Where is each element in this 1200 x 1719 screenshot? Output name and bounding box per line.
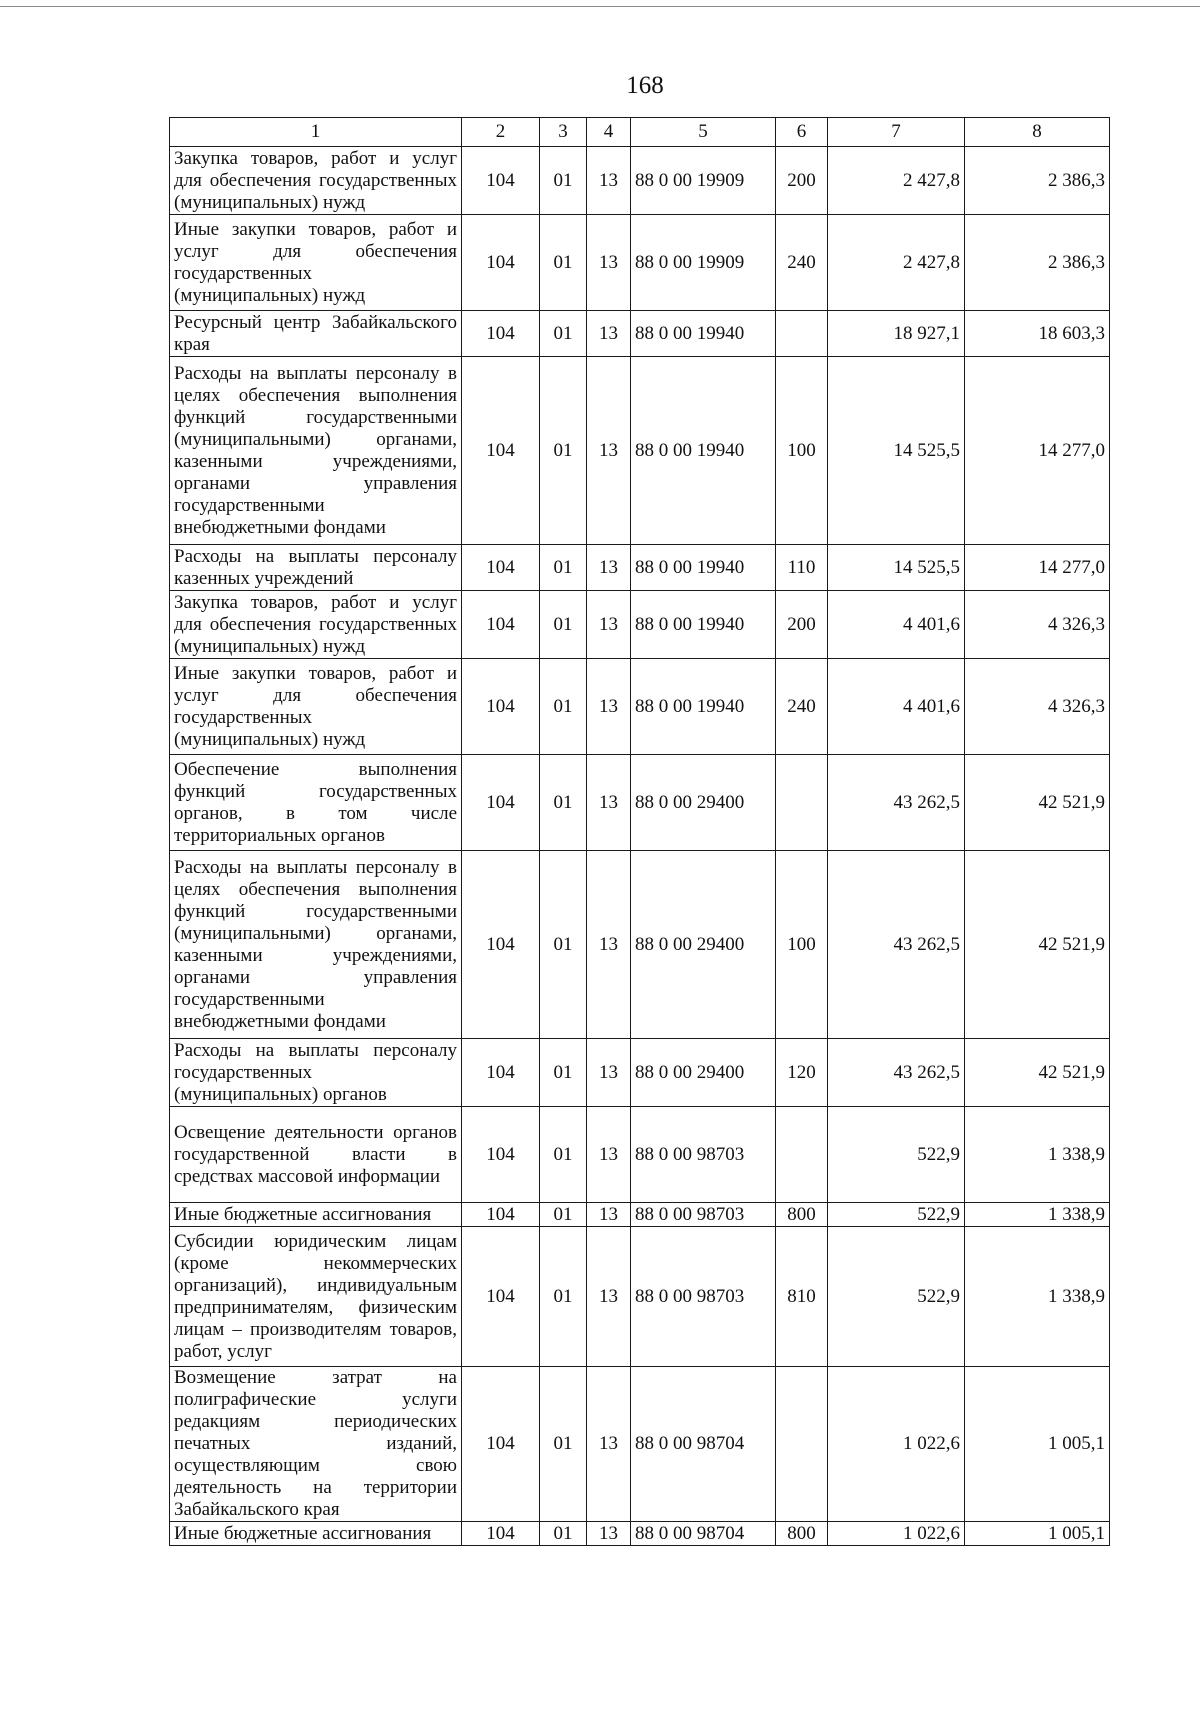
row-description: Расходы на выплаты персоналу государственных (муниципальных) органов — [170, 1039, 462, 1107]
row-description: Иные закупки товаров, работ и услуг для обеспечения государственных (муниципальных) нужд — [170, 215, 462, 311]
budget-table — [169, 117, 1110, 1546]
row-description: Освещение деятельности органов государственной власти в средствах массовой информации — [170, 1107, 462, 1203]
cell-col5: 88 0 00 98703 — [631, 1107, 776, 1203]
cell-col6 — [776, 1367, 828, 1522]
table-row — [170, 1039, 1110, 1107]
cell-col5: 88 0 00 29400 — [631, 755, 776, 851]
cell-col6: 120 — [776, 1039, 828, 1107]
page-number: 168 — [626, 72, 664, 99]
table-row — [170, 1227, 1110, 1367]
cell-col7: 4 401,6 — [828, 659, 965, 755]
table-row — [170, 591, 1110, 659]
header-cell: 6 — [776, 118, 828, 147]
cell-col4: 13 — [587, 357, 631, 545]
row-description: Возмещение затрат на полиграфические услуги редакциям периодических печатных изданий, осуществляющим свою деятельность на территории Забайкальского края — [170, 1367, 462, 1522]
cell-col5: 88 0 00 19940 — [631, 311, 776, 357]
row-description: Закупка товаров, работ и услуг для обеспечения государственных (муниципальных) нужд — [170, 591, 462, 659]
cell-col7: 1 022,6 — [828, 1522, 965, 1546]
cell-col5: 88 0 00 29400 — [631, 1039, 776, 1107]
cell-col6: 800 — [776, 1522, 828, 1546]
table-row — [170, 1107, 1110, 1203]
cell-col3: 01 — [540, 311, 587, 357]
table-body — [170, 118, 1110, 1546]
table-row — [170, 311, 1110, 357]
cell-col6: 100 — [776, 851, 828, 1039]
cell-col3: 01 — [540, 1522, 587, 1546]
cell-col3: 01 — [540, 147, 587, 215]
cell-col8: 1 338,9 — [965, 1203, 1110, 1227]
table-row — [170, 1203, 1110, 1227]
header-cell: 8 — [965, 118, 1110, 147]
table-row — [170, 755, 1110, 851]
cell-col5: 88 0 00 19909 — [631, 215, 776, 311]
cell-col8: 42 521,9 — [965, 755, 1110, 851]
cell-col8: 1 338,9 — [965, 1227, 1110, 1367]
table-row — [170, 1367, 1110, 1522]
row-description: Обеспечение выполнения функций государственных органов, в том числе территориальных органов — [170, 755, 462, 851]
scan-edge-line — [0, 6, 1200, 7]
cell-col2: 104 — [462, 1107, 540, 1203]
cell-col3: 01 — [540, 1227, 587, 1367]
cell-col7: 18 927,1 — [828, 311, 965, 357]
cell-col7: 14 525,5 — [828, 357, 965, 545]
cell-col6: 110 — [776, 545, 828, 591]
cell-col7: 522,9 — [828, 1203, 965, 1227]
cell-col4: 13 — [587, 545, 631, 591]
row-description: Расходы на выплаты персоналу в целях обеспечения выполнения функций государственными (муниципальными) органами, казенными учреждениями, органами управления государственными внебюджетными фондами — [170, 851, 462, 1039]
cell-col4: 13 — [587, 659, 631, 755]
cell-col3: 01 — [540, 1203, 587, 1227]
cell-col6: 200 — [776, 591, 828, 659]
table-row — [170, 659, 1110, 755]
header-cell: 5 — [631, 118, 776, 147]
cell-col2: 104 — [462, 1367, 540, 1522]
cell-col5: 88 0 00 19940 — [631, 591, 776, 659]
cell-col8: 4 326,3 — [965, 591, 1110, 659]
table-row — [170, 357, 1110, 545]
cell-col3: 01 — [540, 755, 587, 851]
cell-col4: 13 — [587, 1107, 631, 1203]
cell-col7: 43 262,5 — [828, 755, 965, 851]
cell-col3: 01 — [540, 591, 587, 659]
cell-col3: 01 — [540, 659, 587, 755]
cell-col5: 88 0 00 19909 — [631, 147, 776, 215]
header-cell: 4 — [587, 118, 631, 147]
cell-col8: 42 521,9 — [965, 851, 1110, 1039]
table-row — [170, 545, 1110, 591]
cell-col2: 104 — [462, 545, 540, 591]
cell-col5: 88 0 00 19940 — [631, 659, 776, 755]
cell-col4: 13 — [587, 755, 631, 851]
cell-col8: 42 521,9 — [965, 1039, 1110, 1107]
cell-col8: 1 005,1 — [965, 1367, 1110, 1522]
cell-col8: 2 386,3 — [965, 147, 1110, 215]
cell-col7: 1 022,6 — [828, 1367, 965, 1522]
cell-col8: 4 326,3 — [965, 659, 1110, 755]
cell-col6 — [776, 311, 828, 357]
header-cell: 7 — [828, 118, 965, 147]
cell-col8: 1 005,1 — [965, 1522, 1110, 1546]
cell-col3: 01 — [540, 357, 587, 545]
cell-col6: 200 — [776, 147, 828, 215]
row-description: Расходы на выплаты персоналу в целях обеспечения выполнения функций государственными (муниципальными) органами, казенными учреждениями, органами управления государственными внебюджетными фондами — [170, 357, 462, 545]
header-cell: 3 — [540, 118, 587, 147]
cell-col4: 13 — [587, 215, 631, 311]
cell-col4: 13 — [587, 1522, 631, 1546]
cell-col7: 2 427,8 — [828, 215, 965, 311]
table-row — [170, 147, 1110, 215]
row-description: Субсидии юридическим лицам (кроме некоммерческих организаций), индивидуальным предпринимателям, физическим лицам – производителям товаров, работ, услуг — [170, 1227, 462, 1367]
cell-col2: 104 — [462, 1039, 540, 1107]
table-row — [170, 1522, 1110, 1546]
cell-col2: 104 — [462, 755, 540, 851]
cell-col7: 522,9 — [828, 1107, 965, 1203]
table-row — [170, 215, 1110, 311]
cell-col4: 13 — [587, 1039, 631, 1107]
cell-col4: 13 — [587, 1227, 631, 1367]
cell-col2: 104 — [462, 311, 540, 357]
row-description: Закупка товаров, работ и услуг для обеспечения государственных (муниципальных) нужд — [170, 147, 462, 215]
cell-col4: 13 — [587, 591, 631, 659]
cell-col3: 01 — [540, 215, 587, 311]
cell-col3: 01 — [540, 1039, 587, 1107]
cell-col6 — [776, 755, 828, 851]
row-description: Иные закупки товаров, работ и услуг для обеспечения государственных (муниципальных) нужд — [170, 659, 462, 755]
cell-col7: 2 427,8 — [828, 147, 965, 215]
cell-col5: 88 0 00 98703 — [631, 1203, 776, 1227]
cell-col4: 13 — [587, 1203, 631, 1227]
cell-col8: 2 386,3 — [965, 215, 1110, 311]
cell-col2: 104 — [462, 1227, 540, 1367]
cell-col7: 14 525,5 — [828, 545, 965, 591]
cell-col4: 13 — [587, 851, 631, 1039]
cell-col6 — [776, 1107, 828, 1203]
cell-col8: 18 603,3 — [965, 311, 1110, 357]
cell-col3: 01 — [540, 1367, 587, 1522]
cell-col6: 100 — [776, 357, 828, 545]
header-cell: 1 — [170, 118, 462, 147]
cell-col7: 522,9 — [828, 1227, 965, 1367]
row-description: Ресурсный центр Забайкальского края — [170, 311, 462, 357]
cell-col5: 88 0 00 29400 — [631, 851, 776, 1039]
cell-col7: 4 401,6 — [828, 591, 965, 659]
header-row — [170, 118, 1110, 147]
cell-col6: 800 — [776, 1203, 828, 1227]
cell-col7: 43 262,5 — [828, 1039, 965, 1107]
cell-col8: 14 277,0 — [965, 357, 1110, 545]
header-cell: 2 — [462, 118, 540, 147]
cell-col2: 104 — [462, 1203, 540, 1227]
cell-col3: 01 — [540, 545, 587, 591]
row-description: Иные бюджетные ассигнования — [170, 1522, 462, 1546]
cell-col2: 104 — [462, 851, 540, 1039]
cell-col2: 104 — [462, 147, 540, 215]
table-row — [170, 851, 1110, 1039]
cell-col5: 88 0 00 19940 — [631, 357, 776, 545]
cell-col5: 88 0 00 98704 — [631, 1522, 776, 1546]
cell-col7: 43 262,5 — [828, 851, 965, 1039]
cell-col5: 88 0 00 19940 — [631, 545, 776, 591]
cell-col4: 13 — [587, 147, 631, 215]
cell-col8: 1 338,9 — [965, 1107, 1110, 1203]
cell-col2: 104 — [462, 215, 540, 311]
cell-col4: 13 — [587, 311, 631, 357]
cell-col2: 104 — [462, 591, 540, 659]
cell-col6: 240 — [776, 659, 828, 755]
cell-col6: 240 — [776, 215, 828, 311]
cell-col2: 104 — [462, 357, 540, 545]
cell-col5: 88 0 00 98703 — [631, 1227, 776, 1367]
cell-col6: 810 — [776, 1227, 828, 1367]
row-description: Расходы на выплаты персоналу казенных учреждений — [170, 545, 462, 591]
cell-col8: 14 277,0 — [965, 545, 1110, 591]
cell-col3: 01 — [540, 1107, 587, 1203]
cell-col5: 88 0 00 98704 — [631, 1367, 776, 1522]
cell-col3: 01 — [540, 851, 587, 1039]
row-description: Иные бюджетные ассигнования — [170, 1203, 462, 1227]
cell-col4: 13 — [587, 1367, 631, 1522]
cell-col2: 104 — [462, 659, 540, 755]
cell-col2: 104 — [462, 1522, 540, 1546]
